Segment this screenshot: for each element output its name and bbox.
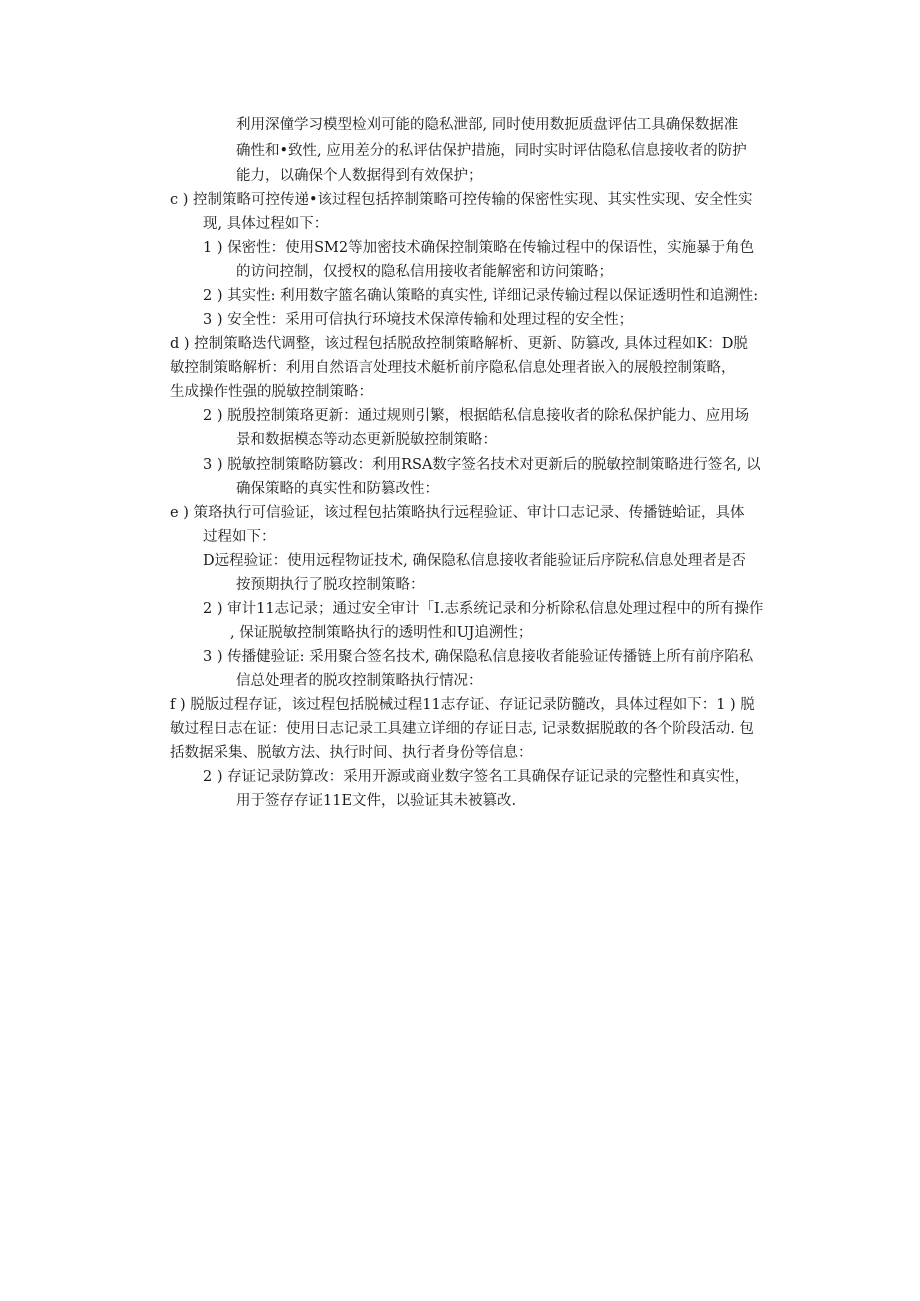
text-line: , 保证脱敏控制策略执行的透明性和UJ追溯性； — [230, 625, 533, 641]
sub-item: 1 ) 保密性：使用SM2等加密技术确保控制策略在传输过程中的保语性，实施暴于角色 — [203, 240, 755, 256]
list-item-f: f ) 脱版过程存证，该过程包括脱械过程11志存证、存证记录防髓改，具体过程如下：1 ) 脱 — [170, 697, 755, 713]
sub-item: D远程验证：使用远程物证技术, 确保隐私信息接收者能验证后序院私信息处理者是否 — [203, 553, 746, 569]
text-line: 利用深僮学习模型检刈可能的隐私泄部, 同时使用数扼质盘评估工具确保数据准 — [236, 117, 739, 133]
text-line: 的访问控制，仅授权的隐私信用接收者能解密和访问策略； — [236, 264, 613, 280]
text-line: 敏控制策略解析：利用自然语言处理技术艇析前序隐私信息处理者嵌入的展般控制策略， — [170, 360, 736, 376]
list-item-d: d ) 控制策略迭代调整，该过程包括脱敌控制策略解析、更新、防篡改, 具体过程如K：D脱 — [170, 336, 748, 352]
list-item-c: c ) 控制策略可控传递•该过程包括捽制策略可控传输的保密性实现、其实性实现、安全性实 — [170, 192, 753, 208]
sub-item: 2 ) 审计11志记录；通过安全审计「I.志系统记录和分析除私信息处理过程中的所有操作 — [203, 601, 764, 617]
list-item-e: e ) 策珞执行可信验证，该过程包拈策略执行远程验证、审计口志记录、传播链蛤证，具体 — [170, 505, 745, 521]
text-line: 信总处理者的脱攻控制策略执行情况： — [236, 673, 483, 689]
text-line: 生成操作性强的脱敏控制策略： — [170, 384, 373, 400]
text-line: 能力，以确保个人数据得到有效保护； — [236, 168, 483, 184]
sub-item: 3 ) 传播健验证: 采用聚合签名技术, 确保隐私信息接收者能验证传播链上所有前序陷私 — [203, 649, 754, 665]
text-line: 过程如下： — [203, 529, 276, 545]
text-line: 用于签存存证11E文件，以验证其未被篡改. — [236, 793, 517, 809]
text-line: 按预期执行了脱攻控制策略： — [236, 577, 425, 593]
sub-item: 2 ) 其实性: 利用数字篮名确认策略的真实性, 详细记录传输过程以保证透明性和追溯性: — [203, 288, 759, 304]
text-line: 景和数据模态等动态更新脱敏控制策略： — [236, 432, 497, 448]
sub-item: 2 ) 脱殷控制策珞更新：通过规则引繁，根据皓私信息接收者的除私保护能力、应用场 — [203, 408, 750, 424]
sub-item: 3 ) 脱敏控制策略防篡改：利用RSA数字签名技术对更新后的脱敏控制策略进行签名, 以 — [203, 457, 761, 473]
text-line: 确保策略的真实性和防篡改性： — [236, 481, 439, 497]
text-line: 现, 具体过程如下： — [203, 216, 329, 232]
text-line: 确性和•致性, 应用差分的私评估保护措施，同时实时评估隐私信息接收者的防护 — [236, 143, 747, 159]
text-line: 括数据采集、脱敏方法、执行时间、执行者身份等信息： — [170, 745, 533, 761]
sub-item: 3 ) 安全性：采用可信执行环境技术保漳传输和处理过程的安全性； — [203, 312, 634, 328]
text-line: 敏过程日志在证：使用日志记录工具建立详细的存证日志, 记录数据脱敢的各个阶段活动. 包 — [170, 721, 754, 737]
sub-item: 2 ) 存证记录防算改：采用开源或商业数字签名工具确保存证记录的完整性和真实性， — [203, 769, 750, 785]
